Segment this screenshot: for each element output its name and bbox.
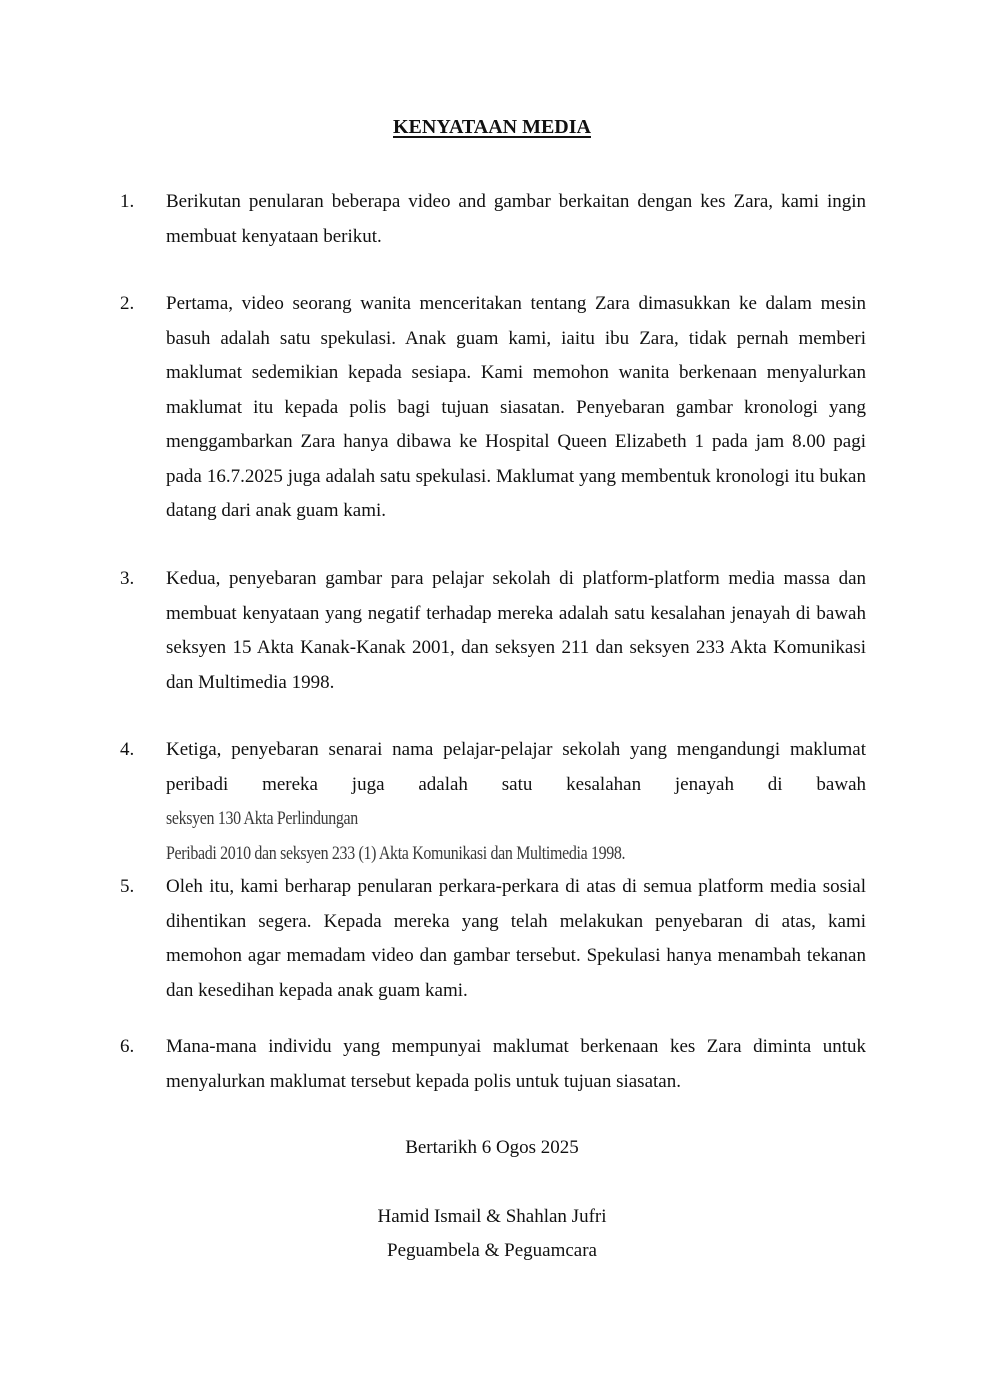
- date-line: Bertarikh 6 Ogos 2025: [405, 1137, 579, 1158]
- paragraph-number: 4.: [120, 739, 135, 760]
- numbered-paragraph: [120, 185, 866, 254]
- condensed-text-line-2: Peribadi 2010 dan seksyen 233 (1) Akta Komunikasi dan Multimedia 1998.: [166, 842, 626, 864]
- paragraph-text: Pertama, video seorang wanita menceritakan tentang Zara dimasukkan ke dalam mesin basuh adalah satu spekulasi. Anak guam kami, iaitu ibu Zara, tidak pernah memberi maklumat sedemikian kepada sesiapa. Kami memohon wanita berkenaan menyalurkan maklumat itu kepada polis bagi tujuan siasatan. Penyebaran gambar kronologi yang menggambarkan Zara hanya dibawa ke Hospital Queen Elizabeth 1 pada jam 8.00 pagi pada 16.7.2025 juga adalah satu spekulasi. Maklumat yang membentuk kronologi itu bukan datang dari anak guam kami.: [166, 293, 866, 521]
- paragraph-text: Berikutan penularan beberapa video and gambar berkaitan dengan kes Zara, kami ingin membuat kenyataan berikut.: [166, 191, 866, 247]
- paragraph-number: 5.: [120, 876, 135, 897]
- numbered-paragraph: [120, 1030, 866, 1099]
- paragraph-text: [166, 733, 866, 871]
- numbered-paragraph: [120, 287, 866, 529]
- paragraph-number: 6.: [120, 1036, 135, 1057]
- paragraph-number: 3.: [120, 568, 135, 589]
- paragraph-number: 1.: [120, 191, 135, 212]
- condensed-text-line-1: seksyen 130 Akta Perlindungan: [166, 808, 358, 829]
- numbered-paragraph: [120, 562, 866, 700]
- paragraph-number: 2.: [120, 293, 135, 314]
- firm-name: Hamid Ismail & Shahlan Jufri: [377, 1206, 607, 1227]
- firm-title: Peguambela & Peguamcara: [387, 1240, 597, 1261]
- paragraph-text: Kedua, penyebaran gambar para pelajar sekolah di platform-platform media massa dan membuat kenyataan yang negatif terhadap mereka adalah satu kesalahan jenayah di bawah seksyen 15 Akta Kanak-Kanak 2001, dan seksyen 211 dan seksyen 233 Akta Komunikasi dan Multimedia 1998.: [166, 568, 866, 693]
- paragraph-text: Oleh itu, kami berharap penularan perkara-perkara di atas di semua platform media sosial dihentikan segera. Kepada mereka yang telah melakukan penyebaran di atas, kami memohon agar memadam video dan gambar tersebut. Spekulasi hanya menambah tekanan dan kesedihan kepada anak guam kami.: [166, 876, 866, 1001]
- paragraph-text-main: Ketiga, penyebaran senarai nama pelajar-pelajar sekolah yang mengandungi maklumat peribadi mereka juga adalah satu kesalahan jenayah di bawah: [166, 739, 866, 795]
- numbered-paragraph: [120, 733, 866, 871]
- paragraph-text: Mana-mana individu yang mempunyai maklumat berkenaan kes Zara diminta untuk menyalurkan maklumat tersebut kepada polis untuk tujuan siasatan.: [166, 1036, 866, 1092]
- numbered-paragraph: [120, 870, 866, 1008]
- document-title: KENYATAAN MEDIA: [393, 116, 591, 138]
